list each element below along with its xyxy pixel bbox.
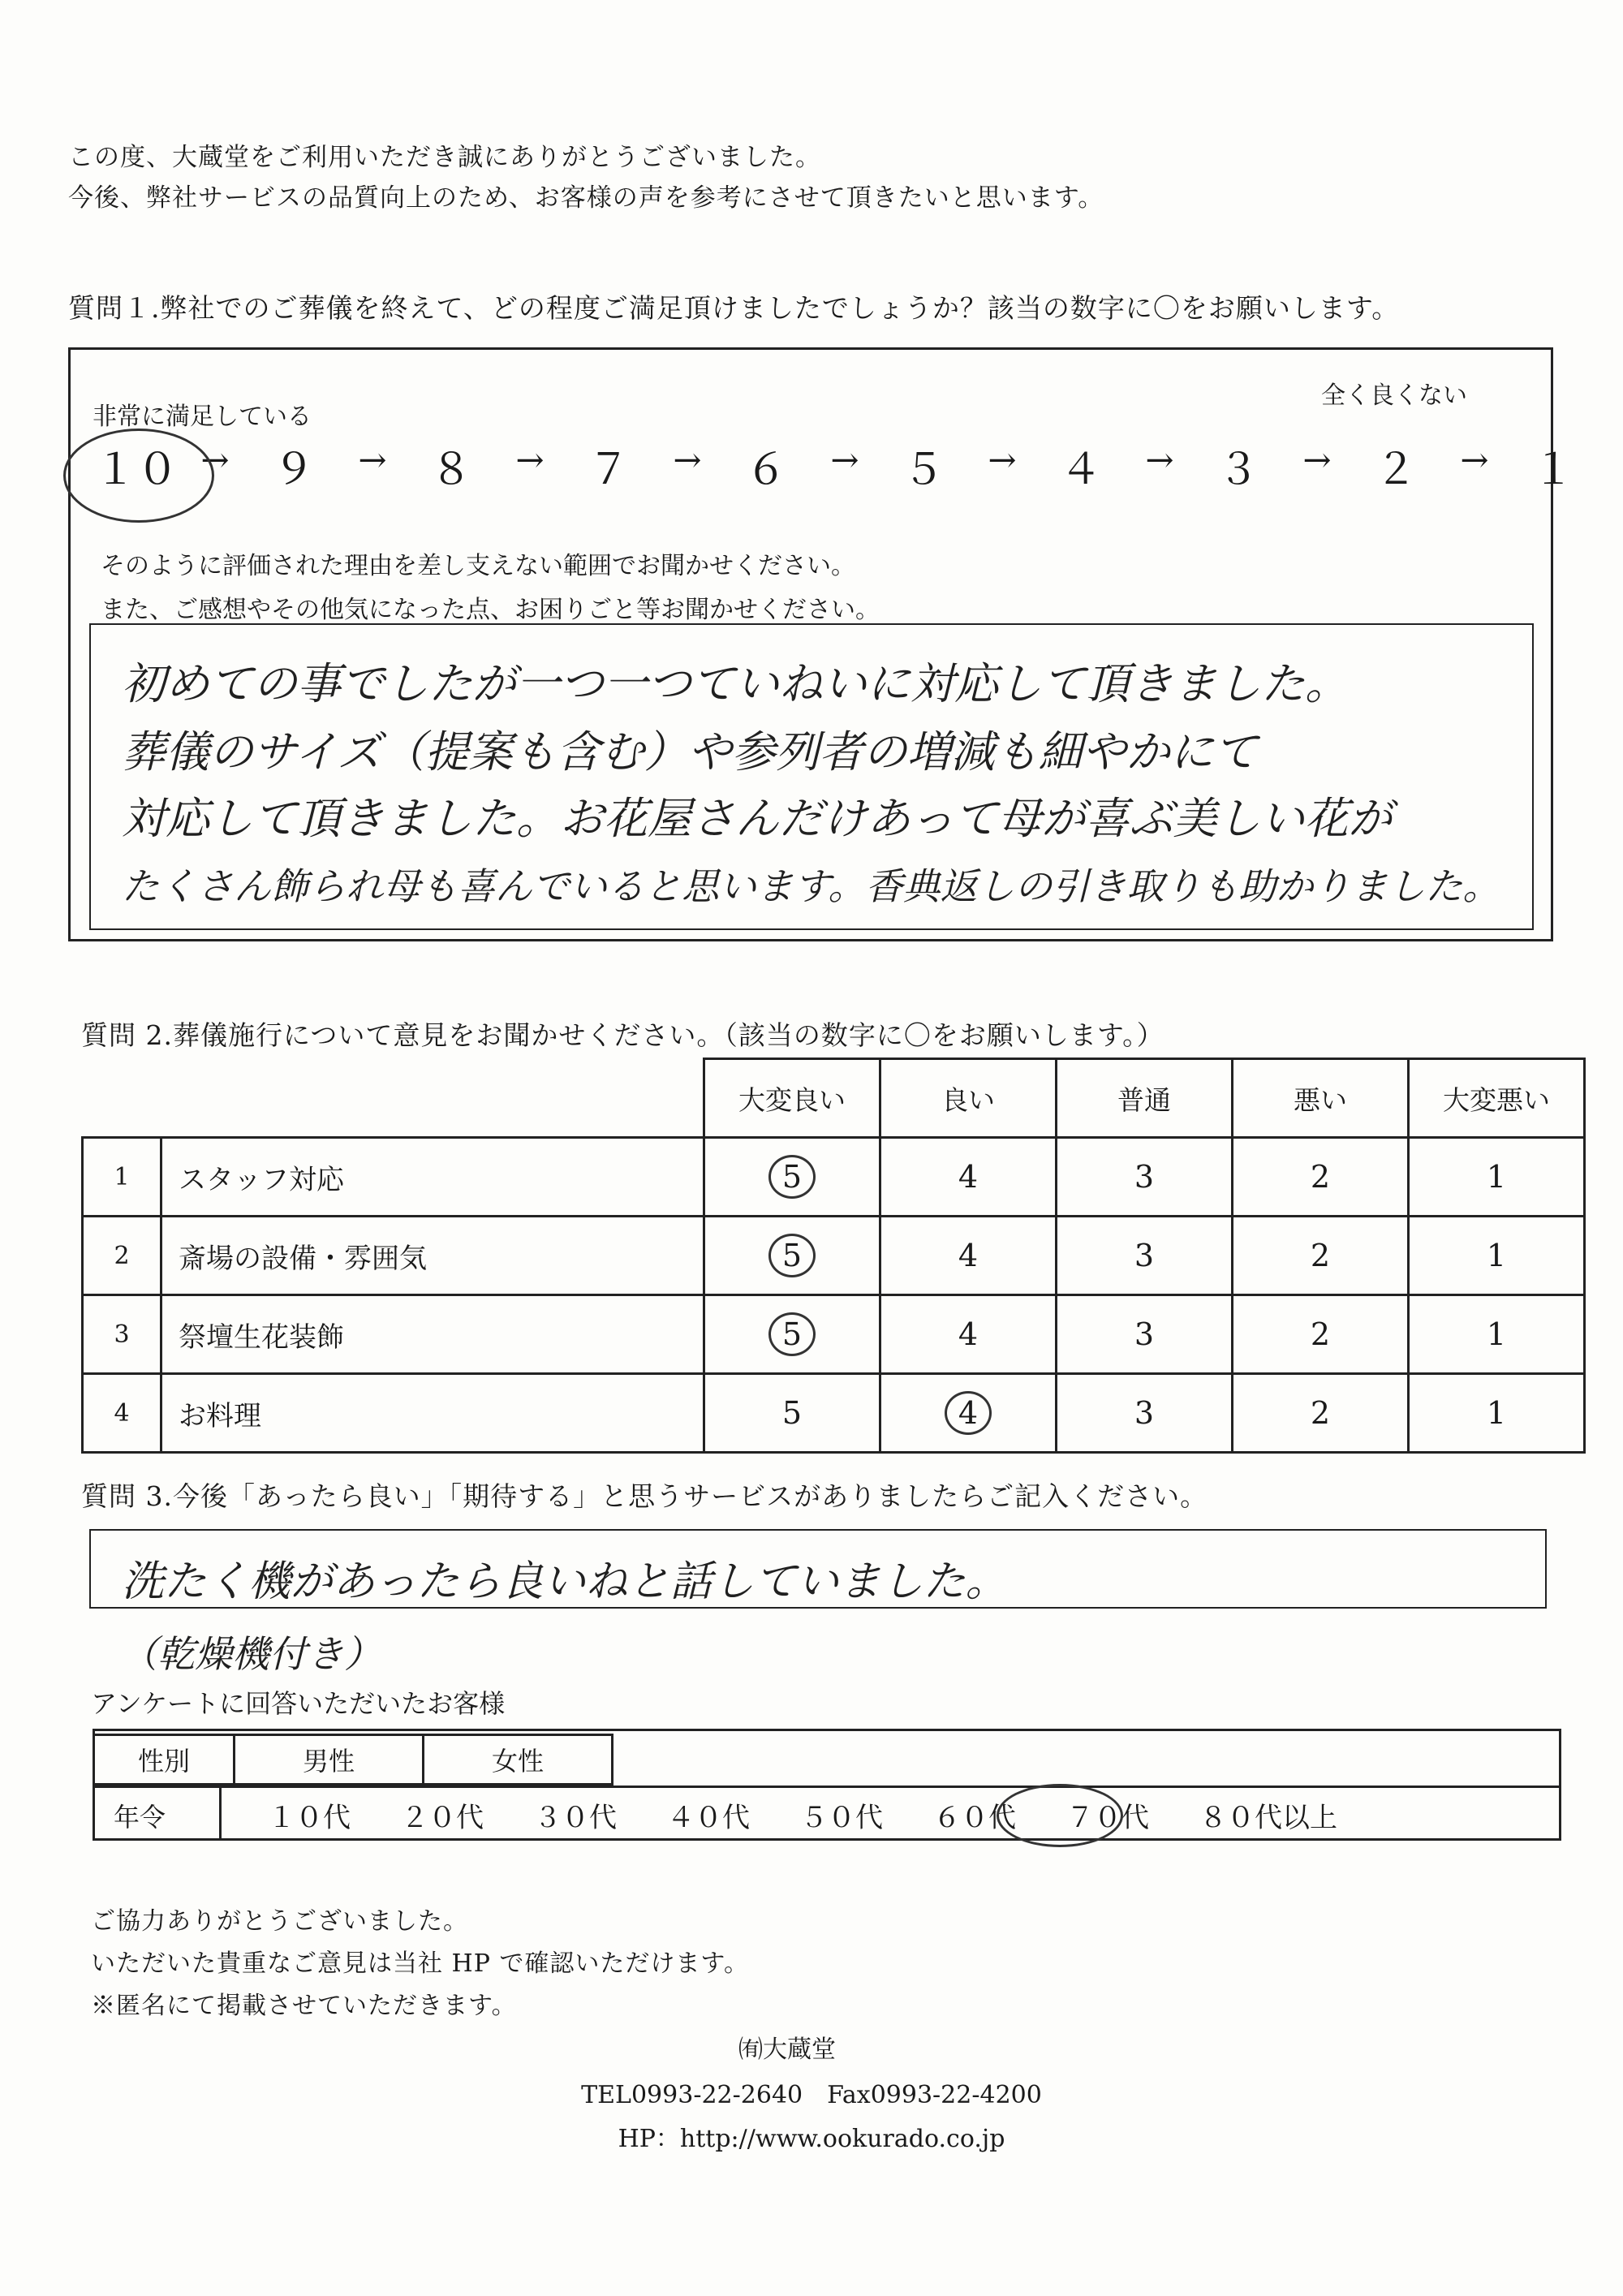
q1-prompt-1: そのように評価された理由を差し支えない範囲でお聞かせください。 bbox=[101, 552, 855, 580]
q2-row-label: 斎場の設備・雰囲気 bbox=[161, 1217, 704, 1295]
q2-score-value: 4 bbox=[945, 1391, 992, 1435]
q2-header-good: 良い bbox=[880, 1059, 1057, 1138]
q2-score-cell[interactable] bbox=[880, 1138, 1057, 1217]
age-label: 年令 bbox=[114, 1802, 166, 1833]
q2-table-row bbox=[83, 1138, 1585, 1217]
q2-score-value: 4 bbox=[958, 1316, 979, 1352]
q2-row-number: 1 bbox=[83, 1138, 161, 1217]
footer-line-3: ※匿名にて掲載させていただきます。 bbox=[91, 1992, 517, 2020]
arrow-right-icon: → bbox=[1145, 440, 1174, 480]
q2-score-value: 2 bbox=[1310, 1316, 1331, 1352]
q2-score-cell[interactable] bbox=[1409, 1295, 1585, 1374]
q2-row-label: お料理 bbox=[161, 1374, 704, 1453]
age-selected-circle bbox=[997, 1784, 1123, 1847]
q2-row-number: 2 bbox=[83, 1217, 161, 1295]
q2-row-label: 祭壇生花装飾 bbox=[161, 1295, 704, 1374]
q2-score-value: 2 bbox=[1310, 1395, 1331, 1431]
respondent-title: アンケートに回答いただいたお客様 bbox=[91, 1688, 506, 1719]
company-name: ㈲大蔵堂 bbox=[738, 2035, 836, 2064]
q1-scale-value[interactable]: ５ bbox=[902, 446, 945, 494]
age-option[interactable]: ８０代以上 bbox=[1199, 1802, 1337, 1834]
q2-score-value: 4 bbox=[958, 1159, 979, 1195]
q2-score-cell[interactable] bbox=[880, 1295, 1057, 1374]
q1-label-low: 全く良くない bbox=[1321, 381, 1467, 410]
q3-title: 質問 3.今後「あったら良い」「期待する」と思うサービスがありましたらご記入ください。 bbox=[81, 1480, 1208, 1512]
q1-prompt-2: また、ご感想やその他気になった点、お困りごと等お聞かせください。 bbox=[101, 596, 880, 624]
age-option[interactable]: １０代 bbox=[268, 1802, 351, 1834]
q1-answer-line: 葬儀のサイズ（提案も含む）や参列者の増減も細やかにて bbox=[122, 726, 1258, 778]
age-option[interactable]: ４０代 bbox=[667, 1802, 750, 1834]
q1-title: 質問１.弊社でのご葬儀を終えて、どの程度ご満足頂けましたでしょうか？該当の数字に〇をお願いします。 bbox=[68, 292, 1400, 324]
q2-row-number: 3 bbox=[83, 1295, 161, 1374]
arrow-right-icon: → bbox=[1302, 440, 1332, 480]
q2-header-very-good: 大変良い bbox=[704, 1059, 880, 1138]
arrow-right-icon: → bbox=[830, 440, 859, 480]
q1-selected-circle bbox=[63, 429, 214, 523]
arrow-right-icon: → bbox=[200, 440, 230, 480]
q2-score-value: 2 bbox=[1310, 1238, 1331, 1273]
age-option[interactable]: ５０代 bbox=[800, 1802, 883, 1834]
arrow-right-icon: → bbox=[358, 440, 387, 480]
q2-score-value: 3 bbox=[1134, 1238, 1155, 1273]
intro-line-1: この度、大蔵堂をご利用いただき誠にありがとうございました。 bbox=[68, 143, 821, 172]
arrow-right-icon: → bbox=[673, 440, 702, 480]
q1-scale-value[interactable]: ９ bbox=[272, 446, 316, 494]
q1-answer-line: たくさん飾られ母も喜んでいると思います。香典返しの引き取りも助かりました。 bbox=[122, 864, 1500, 908]
q2-score-cell[interactable] bbox=[1233, 1295, 1409, 1374]
age-option[interactable]: ７０代 bbox=[1066, 1802, 1149, 1834]
q2-score-cell[interactable] bbox=[704, 1295, 880, 1374]
company-homepage: HP：http://www.ookurado.co.jp bbox=[618, 2125, 1005, 2153]
q1-scale-value[interactable]: ８ bbox=[429, 446, 473, 494]
q1-scale-value[interactable]: ２ bbox=[1374, 446, 1418, 494]
q2-table-row bbox=[83, 1295, 1585, 1374]
q2-score-value: 5 bbox=[768, 1312, 816, 1356]
q3-answer-line-2: （乾燥機付き） bbox=[120, 1632, 381, 1676]
q2-score-value: 1 bbox=[1486, 1395, 1507, 1431]
q2-score-cell[interactable] bbox=[1409, 1217, 1585, 1295]
q2-score-cell[interactable] bbox=[880, 1217, 1057, 1295]
q2-score-value: 3 bbox=[1134, 1159, 1155, 1195]
q2-table-row bbox=[83, 1217, 1585, 1295]
q2-score-value: 4 bbox=[958, 1238, 979, 1273]
q2-score-value: 1 bbox=[1486, 1159, 1507, 1195]
q2-score-value: 5 bbox=[781, 1395, 803, 1431]
q1-scale-value[interactable]: ６ bbox=[744, 446, 788, 494]
q2-score-value: 1 bbox=[1486, 1316, 1507, 1352]
q2-score-cell[interactable] bbox=[1057, 1138, 1233, 1217]
q1-answer-line: 対応して頂きました。お花屋さんだけあって母が喜ぶ美しい花が bbox=[122, 793, 1393, 844]
arrow-right-icon: → bbox=[515, 440, 545, 480]
q1-scale-value[interactable]: １ bbox=[1531, 446, 1575, 494]
q2-table bbox=[81, 1058, 1586, 1454]
age-label-divider bbox=[219, 1786, 222, 1841]
age-options bbox=[268, 1795, 1388, 1835]
q2-score-cell[interactable] bbox=[1233, 1374, 1409, 1453]
q1-scale-value[interactable]: １０ bbox=[93, 446, 179, 494]
footer-line-2: いただいた貴重なご意見は当社 HP で確認いただけます。 bbox=[91, 1949, 750, 1978]
q2-score-cell[interactable] bbox=[880, 1374, 1057, 1453]
q1-scale-value[interactable]: ７ bbox=[587, 446, 631, 494]
q2-score-value: 2 bbox=[1310, 1159, 1331, 1195]
footer-line-1: ご協力ありがとうございました。 bbox=[91, 1907, 468, 1936]
q2-score-value: 5 bbox=[768, 1234, 816, 1277]
q2-score-cell[interactable] bbox=[704, 1374, 880, 1453]
respondent-divider bbox=[93, 1786, 1561, 1788]
q1-answer-line: 初めての事でしたが一つ一つていねいに対応して頂きました。 bbox=[122, 658, 1349, 709]
q2-score-cell[interactable] bbox=[1233, 1217, 1409, 1295]
q2-header-very-bad: 大変悪い bbox=[1409, 1059, 1585, 1138]
q1-label-high: 非常に満足している bbox=[93, 403, 312, 431]
q1-scale-value[interactable]: ３ bbox=[1216, 446, 1260, 494]
arrow-right-icon: → bbox=[1460, 440, 1489, 480]
q2-score-cell[interactable] bbox=[1057, 1295, 1233, 1374]
gender-label: 性別 bbox=[94, 1735, 235, 1785]
gender-option-female: 女性 bbox=[424, 1735, 613, 1785]
age-option[interactable]: ３０代 bbox=[534, 1802, 617, 1834]
q2-score-cell[interactable] bbox=[704, 1217, 880, 1295]
q1-scale-value[interactable]: ４ bbox=[1059, 446, 1103, 494]
q2-row-number: 4 bbox=[83, 1374, 161, 1453]
q2-score-value: 1 bbox=[1486, 1238, 1507, 1273]
age-option[interactable]: ６０代 bbox=[933, 1802, 1016, 1834]
q2-score-cell[interactable] bbox=[1057, 1217, 1233, 1295]
q2-table-row bbox=[83, 1374, 1585, 1453]
q2-score-value: 5 bbox=[768, 1155, 816, 1199]
q2-score-cell[interactable] bbox=[1409, 1138, 1585, 1217]
q2-header-bad: 悪い bbox=[1233, 1059, 1409, 1138]
q2-header-normal: 普通 bbox=[1057, 1059, 1233, 1138]
q2-title: 質問 2.葬儀施行について意見をお聞かせください。（該当の数字に〇をお願いします。） bbox=[81, 1019, 1165, 1051]
q2-score-value: 3 bbox=[1134, 1316, 1155, 1352]
q2-score-cell[interactable] bbox=[1057, 1374, 1233, 1453]
gender-option-male: 男性 bbox=[235, 1735, 424, 1785]
q3-answer-line-1: 洗たく機があったら良いねと話していました。 bbox=[122, 1557, 1008, 1606]
q2-row-label: スタッフ対応 bbox=[161, 1138, 704, 1217]
q2-score-cell[interactable] bbox=[1409, 1374, 1585, 1453]
q2-score-cell[interactable] bbox=[704, 1138, 880, 1217]
intro-line-2: 今後、弊社サービスの品質向上のため、お客様の声を参考にさせて頂きたいと思います。 bbox=[68, 183, 1104, 213]
q2-score-value: 3 bbox=[1134, 1395, 1155, 1431]
q2-score-cell[interactable] bbox=[1233, 1138, 1409, 1217]
age-option[interactable]: ２０代 bbox=[401, 1802, 484, 1834]
arrow-right-icon: → bbox=[988, 440, 1017, 480]
company-contact: TEL0993-22-2640 Fax0993-22-4200 bbox=[581, 2081, 1042, 2109]
